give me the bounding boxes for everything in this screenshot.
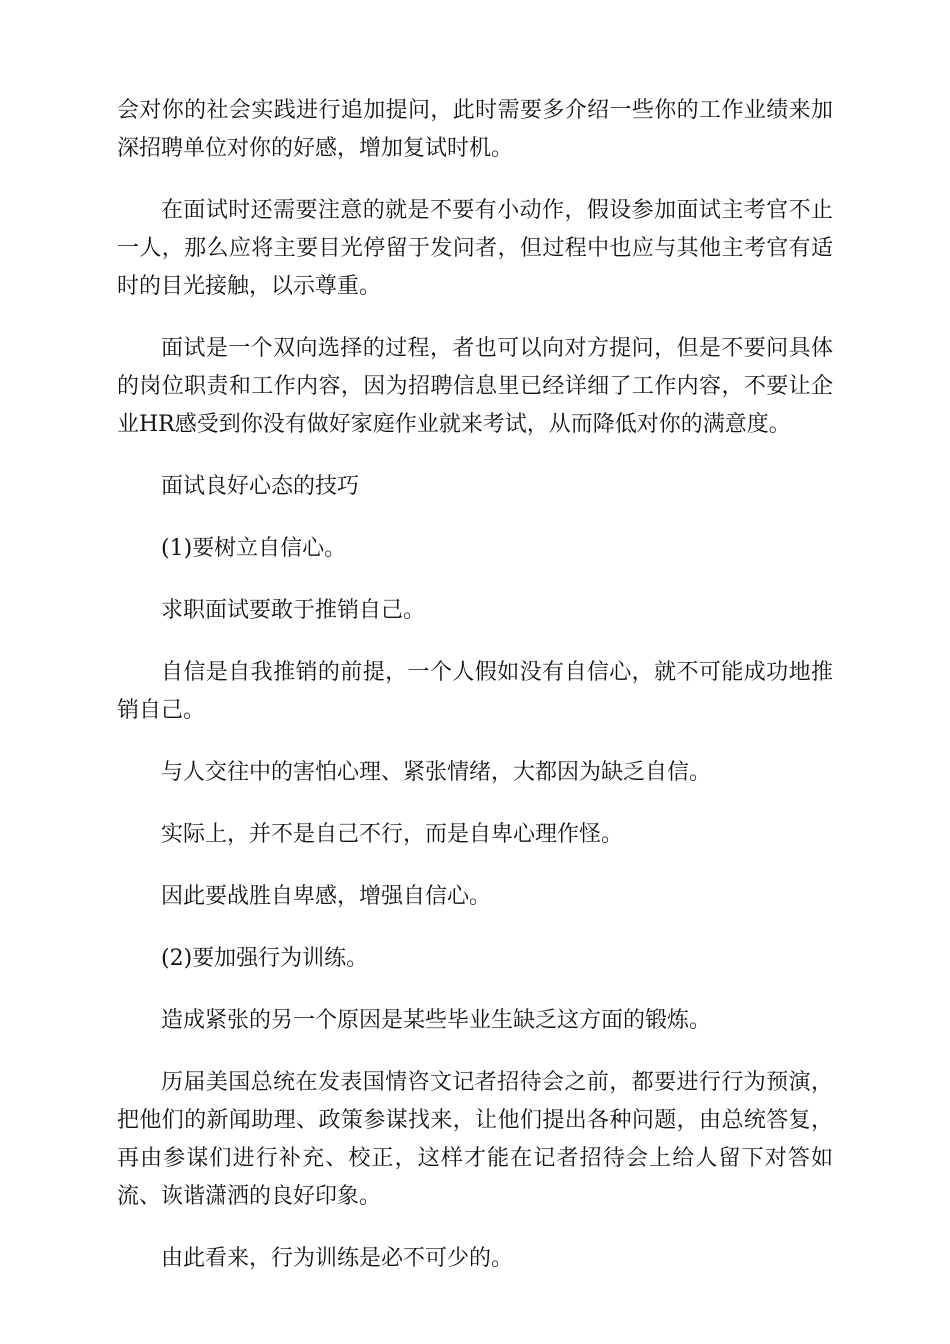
- paragraph: 实际上，并不是自己不行，而是自卑心理作怪。: [161, 822, 624, 847]
- paragraph: 自信是自我推销的前提，一个人假如没有自信心，就不可能成功地推销自己。: [117, 660, 833, 723]
- document-page: [117, 92, 833, 1302]
- list-item-heading: (1)要树立自信心。: [161, 536, 347, 561]
- paragraph: 造成紧张的另一个原因是某些毕业生缺乏这方面的锻炼。: [161, 1008, 712, 1033]
- list-item-heading: (2)要加强行为训练。: [161, 946, 369, 971]
- section-heading: 面试良好心态的技巧: [161, 474, 360, 499]
- paragraph: 因此要战胜自卑感，增强自信心。: [161, 884, 492, 909]
- paragraph: 历届美国总统在发表国情咨文记者招待会之前，都要进行行为预演，把他们的新闻助理、政策参谋找来，让他们提出各种问题，由总统答复，再由参谋们进行补充、校正，这样才能在记者招待会上给人留下对答如流、诙谐潇洒的良好印象。: [117, 1070, 833, 1209]
- paragraph: 求职面试要敢于推销自己。: [161, 598, 426, 623]
- paragraph: 面试是一个双向选择的过程，者也可以向对方提问，但是不要问具体的岗位职责和工作内容，因为招聘信息里已经详细了工作内容，不要让企业HR感受到你没有做好家庭作业就来考试，从而降低对你的满意度。: [117, 336, 833, 437]
- paragraph: 与人交往中的害怕心理、紧张情绪，大都因为缺乏自信。: [161, 760, 712, 785]
- paragraph: 由此看来，行为训练是必不可少的。: [161, 1246, 514, 1271]
- paragraph: 在面试时还需要注意的就是不要有小动作，假设参加面试主考官不止一人，那么应将主要目光停留于发问者，但过程中也应与其他主考官有适时的目光接触，以示尊重。: [117, 198, 833, 299]
- paragraph: 会对你的社会实践进行追加提问，此时需要多介绍一些你的工作业绩来加深招聘单位对你的好感，增加复试时机。: [117, 98, 833, 161]
